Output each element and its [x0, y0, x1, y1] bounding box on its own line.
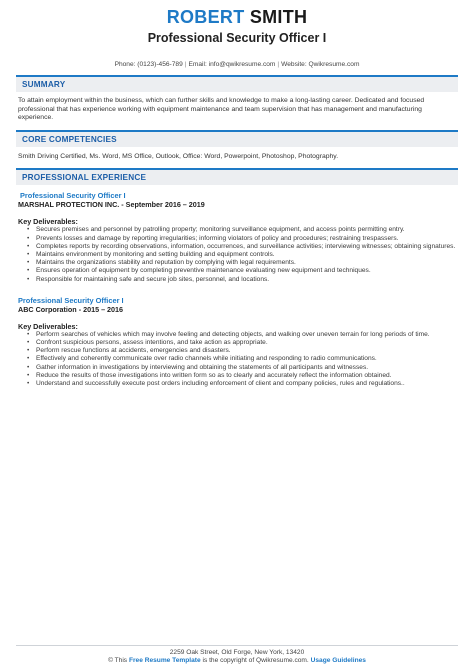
usage-guidelines-link[interactable]: Usage Guidelines	[310, 657, 366, 665]
first-name: ROBERT	[166, 7, 245, 27]
section-summary-heading	[16, 75, 458, 92]
job-company: MARSHAL PROTECTION INC. - September 2016 – 2019	[18, 200, 205, 210]
contact-line	[0, 60, 474, 69]
contact-separator: |	[184, 61, 187, 68]
deliverables-list	[36, 331, 456, 388]
contact-website[interactable]: Website: Qwikresume.com	[281, 61, 360, 68]
footer-copyright	[0, 657, 474, 666]
list-item: • Ensures operation of equipment by completing preventive maintenance evaluating new equipment and techniques.	[36, 267, 456, 275]
candidate-name	[0, 6, 474, 28]
list-item: • Confront suspicious persons, assess intentions, and take action as appropriate.	[36, 339, 456, 347]
page-footer	[0, 649, 474, 666]
job-entry	[0, 296, 474, 388]
section-heading-label: CORE COMPETENCIES	[22, 134, 117, 144]
section-heading-label: PROFESSIONAL EXPERIENCE	[22, 173, 147, 183]
list-item: • Perform searches of vehicles which may involve feeling and detecting objects, and walking over uneven terrain for long periods of time.	[36, 331, 456, 339]
list-item: • Maintains environment by monitoring and setting building and equipment controls.	[36, 251, 456, 259]
deliverables-list	[36, 226, 456, 283]
list-item: • Completes reports by recording observations, information, occurrences, and surveillance activities; interviewing witnesses; obtaining signatures.	[36, 243, 456, 251]
footer-divider	[16, 645, 458, 646]
contact-separator: |	[277, 61, 280, 68]
list-item: • Responsible for maintaining safe and secure job sites, personnel, and locations.	[36, 276, 456, 284]
footer-address: 2259 Oak Street, Old Forge, New York, 13420	[169, 648, 305, 656]
list-item: • Understand and successfully execute post orders including enforcement of client and company policies, rules and regulations..	[36, 380, 456, 388]
last-name: SMITH	[249, 7, 308, 27]
section-experience-heading	[16, 168, 458, 185]
job-title: Professional Security Officer I	[20, 191, 126, 201]
list-item: • Reduce the results of those investigations into written form so as to clearly and accurately reflect the information obtained.	[36, 372, 456, 380]
list-item: • Gather information in investigations by interviewing and obtaining the statements of all participants and witnesses.	[36, 364, 456, 372]
job-title: Professional Security Officer I	[18, 295, 124, 305]
resume-header	[0, 0, 474, 69]
contact-email[interactable]: Email: info@qwikresume.com	[188, 61, 276, 68]
list-item: • Prevents losses and damage by reporting irregularities; informing violators of policy and procedures; restraining trespassers.	[36, 235, 456, 243]
contact-phone: Phone: (0123)-456-789	[114, 61, 183, 68]
section-heading-label: SUMMARY	[22, 80, 66, 89]
key-deliverables-label: Key Deliverables:	[18, 321, 78, 331]
footer-middle: is the copyright of Qwikresume.com.	[200, 657, 311, 665]
resume-title: Professional Security Officer I	[147, 31, 327, 45]
summary-text: To attain employment within the business, which can further skills and knowledge to make a long-lasting career. Dedicated and focused professional that has experience working with equipment maintenance and team supervision that has management and manufacturing experience.	[18, 97, 425, 122]
list-item: • Maintains the organizations stability and reputation by complying with legal requirements.	[36, 259, 456, 267]
list-item: • Secures premises and personnel by patrolling property; monitoring surveillance equipment, and access points permitting entry.	[36, 226, 456, 234]
list-item: • Perform rescue functions at accidents, emergencies and disasters.	[36, 347, 456, 355]
job-company: ABC Corporation - 2015 – 2016	[18, 304, 124, 314]
section-competencies-heading	[16, 130, 458, 147]
key-deliverables-label: Key Deliverables:	[18, 217, 78, 227]
list-item: • Effectively and coherently communicate over radio channels while initiating and responding to radio communications.	[36, 355, 456, 363]
free-resume-template-link[interactable]: Free Resume Template	[128, 657, 201, 665]
competencies-text: Smith Driving Certified, Ms. Word, MS Office, Outlook, Office: Word, Powerpoint, Photoshop, Photography.	[18, 152, 339, 160]
job-entry	[0, 191, 474, 283]
footer-prefix: © This	[108, 657, 129, 665]
